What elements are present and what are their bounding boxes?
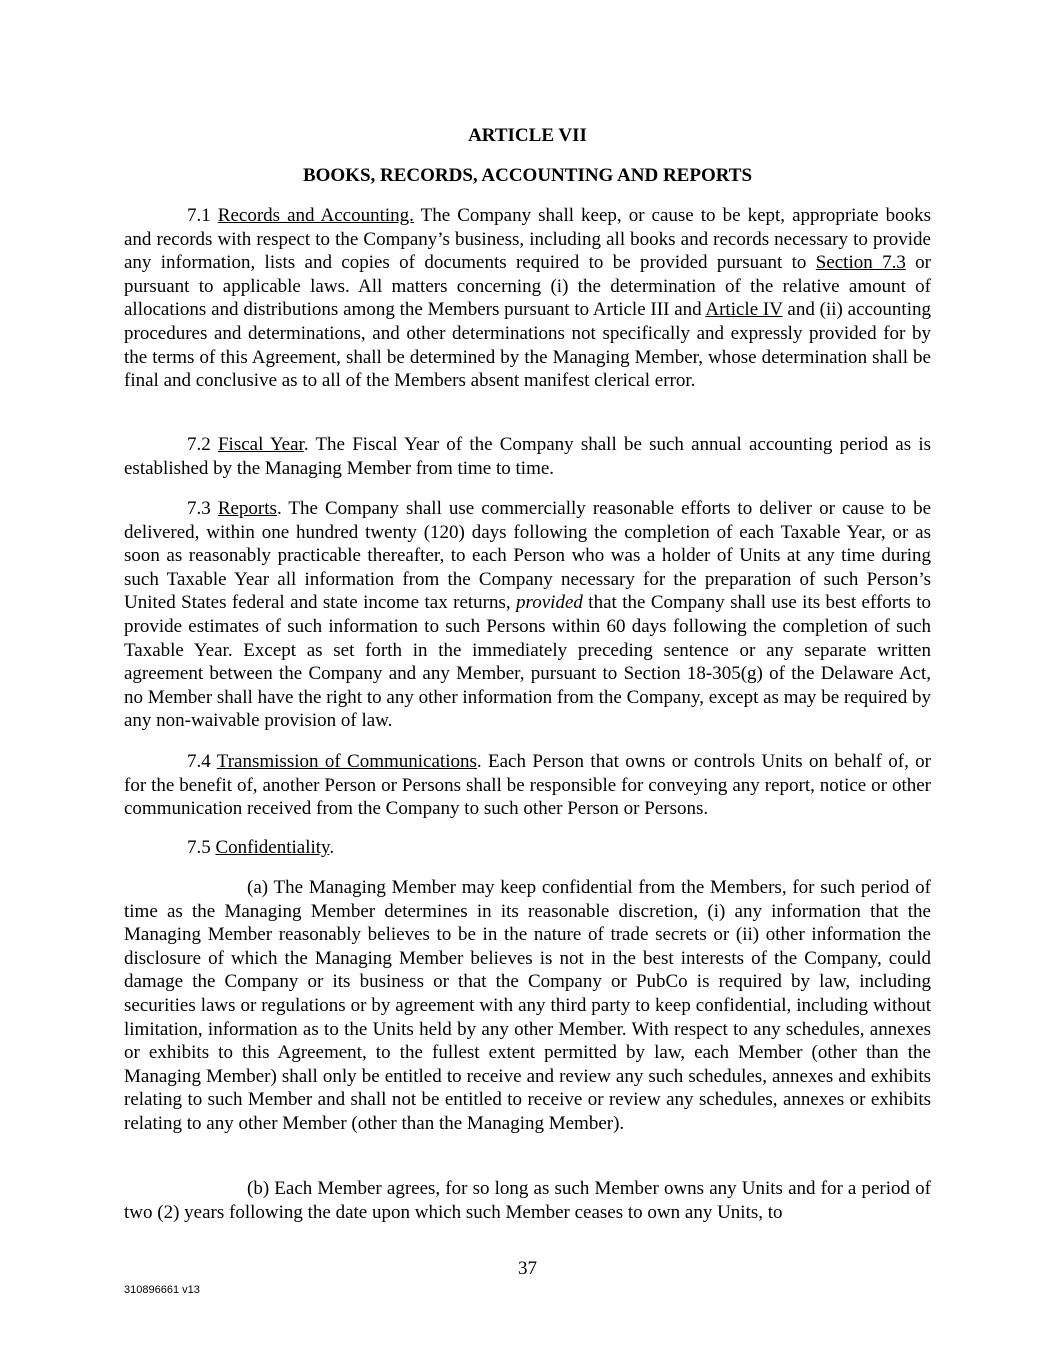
section-7-5-text: .	[329, 837, 335, 858]
section-7-5-a: (a) The Managing Member may keep confidential from the Members, for such period of time as the Managing Member determines in its reasonable discretion, (i) any information that the Managing Member reasonably believes to be in the nature of trade secrets or (ii) other information the disclosure of which the Managing Member believes is not in the best interests of the Company, could damage the Company or its business or that the Company or PubCo is required by law, including securities laws or regulations or by agreement with any third party to keep confidential, including without limitation, information as to the Units held by any other Member. With respect to any schedules, annexes or exhibits to this Agreement, to the fullest extent permitted by law, each Member (other than the Managing Member) shall only be entitled to receive and review any such schedules, annexes and exhibits relating to such Member and shall not be entitled to receive or review any schedules, annexes or exhibits relating to any other Member (other than the Managing Member).	[124, 877, 931, 1134]
section-7-5-number: 7.5	[187, 837, 216, 858]
section-7-1	[124, 204, 931, 393]
section-7-3	[124, 497, 931, 733]
section-7-1-number: 7.1	[187, 205, 218, 226]
section-7-5-b: (b) Each Member agrees, for so long as such Member owns any Units and for a period of two (2) years following the date upon which such Member ceases to own any Units, to	[124, 1178, 931, 1223]
provided-italic: provided	[516, 592, 583, 614]
section-7-3-text-1: . The Company shall use commercially reasonable efforts to deliver or cause to be delivered, within one hundred twenty (120) days following the completion of each Taxable Year, or as soon as reasonably practicable thereafter, to each Person who was a holder of Units at any time during such Taxable Year all information from the Company necessary for the preparation of such Person’s United States federal and state income tax returns,	[124, 498, 931, 614]
section-7-3-text-2: that the Company shall use its best efforts to provide estimates of such information to such Persons within 60 days following the completion of such Taxable Year. Except as set forth in the immediately preceding sentence or any separate written agreement between the Company and any Member, pursuant to Section 18-305(g) of the Delaware Act, no Member shall have the right to any other information from the Company, except as may be required by any non-waivable provision of law.	[124, 592, 931, 732]
section-7-4-number: 7.4	[187, 751, 217, 772]
section-7-4	[124, 750, 931, 821]
section-7-3-number: 7.3	[187, 498, 218, 519]
section-7-2	[124, 433, 931, 480]
section-7-4-text: . Each Person that owns or controls Units on behalf of, or for the benefit of, another Person or Persons shall be responsible for conveying any report, notice or other communication received from the Company to such other Person or Persons.	[124, 751, 932, 820]
section-7-3-reference: Section 7.3	[815, 252, 906, 274]
section-7-3-heading: Reports	[217, 498, 277, 519]
section-7-1-text-1: The Company shall keep, or cause to be kept, appropriate books and records with respect to the Company’s business, including all books and records necessary to provide any information, lists and copies of documents required to be provided pursuant to	[124, 205, 932, 274]
article-iv-reference: Article IV	[705, 299, 783, 321]
article-title: BOOKS, RECORDS, ACCOUNTING AND REPORTS	[302, 165, 753, 186]
section-7-1-heading: Records and Accounting.	[217, 205, 414, 226]
section-7-2-text: . The Fiscal Year of the Company shall be such annual accounting period as is established by the Managing Member from time to time.	[124, 434, 932, 479]
section-7-5	[124, 836, 931, 860]
section-7-2-heading: Fiscal Year	[217, 434, 304, 455]
section-7-4-heading: Transmission of Communications	[216, 751, 477, 772]
section-7-1-text-2: or pursuant to applicable laws. All matters concerning (i) the determination of the relative amount of allocations and distributions among the Members pursuant to Article III and	[124, 252, 931, 321]
section-7-1-text-3: and (ii) accounting procedures and determinations, and other determinations not specifically and expressly provided for by the terms of this Agreement, shall be determined by the Managing Member, whose determination shall be final and conclusive as to all of the Members absent manifest clerical error.	[124, 299, 931, 392]
document-id: 310896661 v13	[124, 1284, 200, 1296]
article-number: ARTICLE VII	[468, 125, 587, 146]
section-7-5-heading: Confidentiality	[215, 837, 330, 858]
section-7-2-number: 7.2	[187, 434, 218, 455]
page-number: 37	[518, 1258, 537, 1279]
